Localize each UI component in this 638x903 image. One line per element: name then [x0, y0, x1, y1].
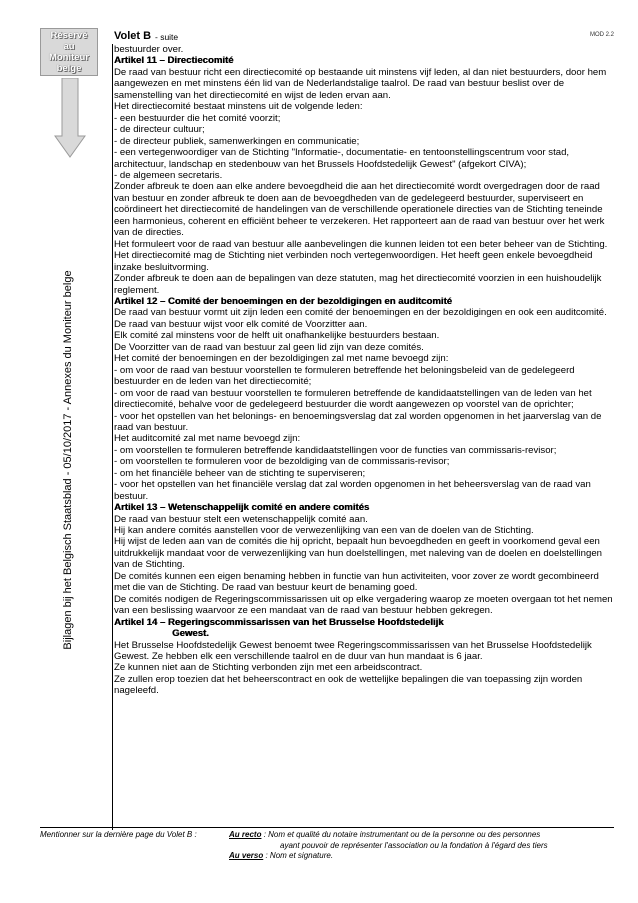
verso-text: : Nom et signature. [265, 851, 334, 860]
paragraph: bestuurder over. [114, 44, 184, 55]
paragraph: - de directeur publiek, samenwerkingen en communicatie; [114, 135, 360, 147]
footer-mention: Mentionner sur la dernière page du Volet B : [40, 830, 197, 839]
paragraph: De raad van bestuur richt een directiecomité op bestaande uit minstens vijf leden, al dan niet bestuurders, door hem aangewezen en met minstens één lid van de Nederlandstalige taalrol. De raad van bestuur beslist over de samenstelling van het directiecomité en wijst de leden ervan aan. [114, 66, 607, 101]
paragraph: Het auditcomité zal met name bevoegd zijn: [114, 433, 301, 445]
paragraph: - om voor de raad van bestuur voorstellen te formuleren betreffende de kandidaatstellingen van de leden van het directiecomité, behalve voor de gedelegeerd bestuurder die wordt aangewezen op voorstel van de oprichter; [114, 387, 592, 411]
bottom-rule [40, 827, 614, 828]
article-heading: Gewest. [172, 628, 209, 640]
volet-title: Volet B [114, 30, 152, 42]
verso-label: Au verso [229, 851, 264, 860]
vertical-gazette-text: Bijlagen bij het Belgisch Staatsblad - 05/10/2017 - Annexes du Moniteur belge [62, 270, 74, 650]
document-body [114, 44, 614, 697]
paragraph: - om voorstellen te formuleren betreffende kandidaatstellingen voor de functies van commissaris-revisor; [114, 444, 557, 456]
paragraph: - de directeur cultuur; [114, 124, 205, 136]
article-heading: Artikel 14 – Regeringscommissarissen van het Brusselse Hoofdstedelijk [114, 616, 444, 628]
paragraph: Hij kan andere comités aanstellen voor de verwezenlijking van een van de doelen van de Stichting. [114, 525, 534, 537]
reserved-label: Réservé au Moniteur belge [48, 30, 90, 74]
volet-suite: - suite [155, 32, 179, 42]
recto-text-1: : Nom et qualité du notaire instrumentant ou de la personne ou des personnes [263, 830, 541, 839]
paragraph: Het directiecomité bestaat minstens uit de volgende leden: [114, 101, 363, 113]
paragraph: - voor het opstellen van het financiële verslag dat zal worden opgenomen in het beheersverslag van de raad van bestuur. [114, 479, 591, 502]
paragraph: De raad van bestuur vormt uit zijn leden een comité der benoemingen en der bezoldigingen en ook een auditcomité. De raad van bestuur wijst voor elk comité de Voorzitter aan. [114, 307, 607, 330]
left-rule [112, 44, 113, 830]
paragraph: - de algemeen secretaris. [114, 169, 223, 181]
recto-label: Au recto [229, 830, 262, 839]
paragraph: Het formuleert voor de raad van bestuur alle aanbevelingen die kunnen leiden tot een beter beheer van de Stichting. [114, 238, 608, 250]
paragraph: De Voorzitter van de raad van bestuur zal geen lid zijn van deze comités. [114, 341, 424, 353]
paragraph: Het directiecomité mag de Stichting niet verbinden noch vertegenwoordigen. Het heeft geen enkele bevoegdheid inzake besluitvorming. [114, 250, 593, 273]
paragraph: - om voorstellen te formuleren voor de bezoldiging van de commissaris-revisor; [114, 456, 450, 468]
paragraph: - een bestuurder die het comité voorzit; [114, 112, 281, 124]
paragraph: De comités nodigen de Regeringscommissarissen uit op elke vergadering waarop ze moeten overgaan tot het nemen van een beslissing waarvoor ze een mandaat van de raad van bestuur hebben gekregen. [114, 593, 613, 617]
paragraph: - om het financiële beheer van de stichting te superviseren; [114, 467, 366, 479]
down-arrow-icon [54, 78, 86, 158]
paragraph: Het comité der benoemingen en der bezoldigingen zal met name bevoegd zijn: [114, 353, 449, 365]
paragraph: Zonder afbreuk te doen aan de bepalingen van deze statuten, mag het directiecomité voorzien in een huishoudelijk reglement. [114, 273, 602, 296]
footer-instructions [229, 830, 589, 862]
paragraph: Ze zullen erop toezien dat het beheerscontract en ook de wettelijke bepalingen die van toepassing zijn worden nageleefd. [114, 673, 583, 697]
paragraph: - een vertegenwoordiger van de Stichting "Informatie-, documentatie- en tentoonstellingscentrum voor stad, architectuur, landschap en stedenbouw van het Brussels Hoofdstedelijk Gewest" (afgekort CIVA); [114, 147, 570, 170]
article-heading: Artikel 11 – Directiecomité [114, 55, 234, 67]
recto-text-2: ayant pouvoir de représenter l'association ou la fondation à l'égard des tiers [280, 840, 548, 850]
article-heading: Artikel 13 – Wetenschappelijk comité en andere comités [114, 502, 370, 514]
paragraph: Hij wijst de leden aan van de comités die hij opricht, bepaalt hun bevoegdheden en geeft in voorkomend geval een uitdrukkelijk mandaat voor de verwezenlijking van hun doelstellingen, met naleving van de doelen en doelstellingen van de Stichting. [114, 536, 602, 571]
paragraph: Elk comité zal minstens voor de helft uit onafhankelijke bestuurders bestaan. [114, 330, 440, 342]
reserved-box [40, 28, 98, 76]
article-heading: Artikel 12 – Comité der benoemingen en der bezoldigingen en auditcomité [114, 295, 452, 307]
paragraph: De comités kunnen een eigen benaming hebben in functie van hun activiteiten, voor zover ze wordt gecombineerd met die van de Stichting. De raad van bestuur keurt de benaming goed. [114, 570, 599, 594]
mod-code: MOD 2.2 [589, 32, 614, 38]
paragraph: Ze kunnen niet aan de Stichting verbonden zijn met een arbeidscontract. [114, 662, 423, 674]
paragraph: De raad van bestuur stelt een wetenschappelijk comité aan. [114, 513, 368, 525]
paragraph: Zonder afbreuk te doen aan elke andere bevoegdheid die aan het directiecomité wordt overgedragen door de raad van bestuur en zonder afbreuk te doen aan de bevoegdheden van de gedelegeerd bestuurder, superviseert en coördineert het directiecomité de handelingen van de verschillende operationele directies van de Stichting teneinde een harmonieus, coherent en efficiënt beheer te verzekeren. Het rapporteert aan de raad van bestuur over het werk van de directies. [114, 181, 605, 239]
paragraph: Het Brusselse Hoofdstedelijk Gewest benoemt twee Regeringscommissarissen van het Brusselse Hoofdstedelijk Gewest. Ze hebben elk een verschillende taalrol en de duur van hun mandaat is 6 jaar. [114, 639, 592, 663]
paragraph: - om voor de raad van bestuur voorstellen te formuleren betreffende het beloningsbeleid van de gedelegeerd bestuurder en de leden van het directiecomité; [114, 364, 575, 388]
paragraph: - voor het opstellen van het belonings- en benoemingsverslag dat zal worden opgenomen in het jaarverslag van de raad van bestuur. [114, 410, 602, 433]
